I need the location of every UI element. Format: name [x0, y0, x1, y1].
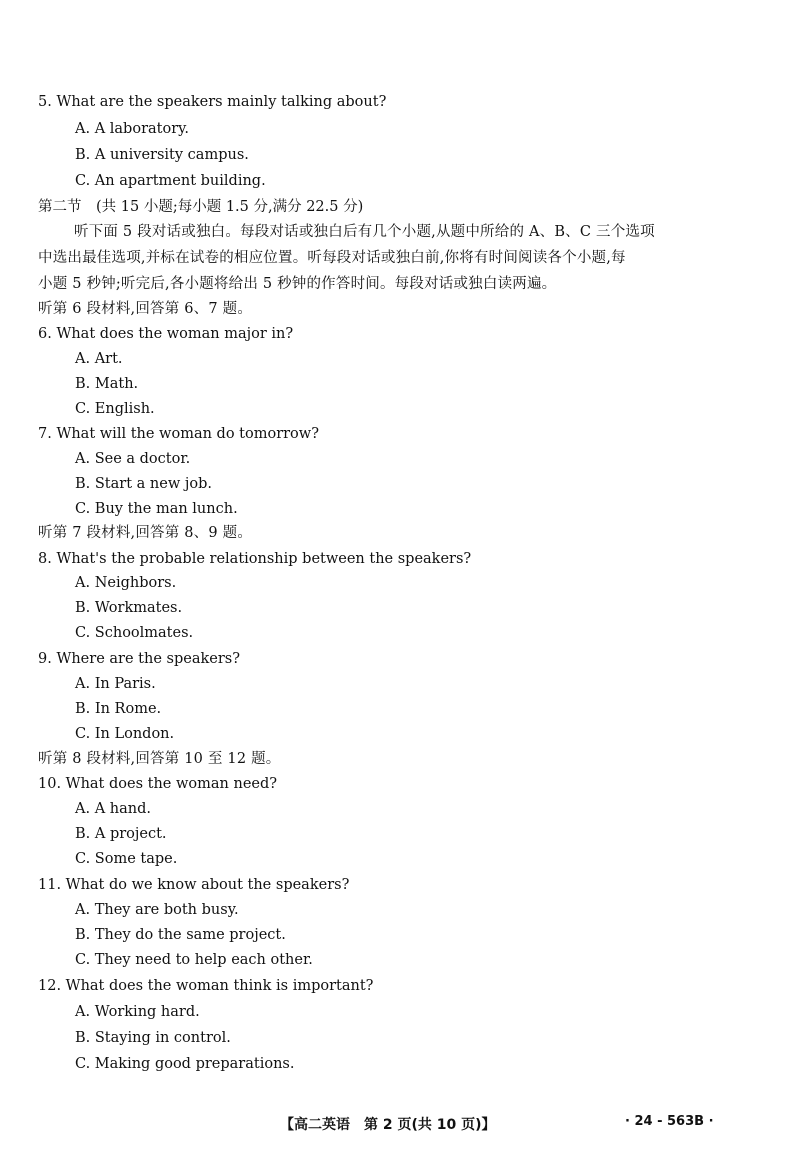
option-7a: A. See a doctor. — [75, 451, 191, 467]
option-8b: B. Workmates. — [75, 600, 183, 616]
option-5b: B. A university campus. — [75, 147, 249, 163]
option-12b: B. Staying in control. — [75, 1030, 231, 1046]
question-8: 8. What's the probable relationship between the speakers? — [38, 551, 472, 567]
option-6c: C. English. — [75, 401, 155, 417]
question-7: 7. What will the woman do tomorrow? — [38, 426, 319, 442]
section-2-heading: 第二节 (共 15 小题;每小题 1.5 分,满分 22.5 分) — [38, 199, 364, 215]
option-8a: A. Neighbors. — [75, 575, 177, 591]
option-11a: A. They are both busy. — [75, 902, 239, 918]
option-6a: A. Art. — [75, 351, 123, 367]
option-9a: A. In Paris. — [75, 676, 156, 692]
page-footer-info: 【高二英语 第 2 页(共 10 页)】 — [280, 1117, 496, 1133]
option-6b: B. Math. — [75, 376, 139, 392]
option-10a: A. A hand. — [75, 801, 151, 817]
instructions-line-2: 中选出最佳选项,并标在试卷的相应位置。听每段对话或独白前,你将有时间阅读各个小题,每 — [38, 250, 626, 266]
option-11c: C. They need to help each other. — [75, 952, 313, 968]
option-9b: B. In Rome. — [75, 701, 162, 717]
instructions-line-1: 听下面 5 段对话或独白。每段对话或独白后有几个小题,从题中所给的 A、B、C 三个选项 — [74, 224, 655, 240]
option-10b: B. A project. — [75, 826, 167, 842]
option-12a: A. Working hard. — [75, 1004, 200, 1020]
option-7b: B. Start a new job. — [75, 476, 212, 492]
question-11: 11. What do we know about the speakers? — [38, 877, 350, 893]
passage-8-label: 听第 8 段材料,回答第 10 至 12 题。 — [38, 751, 281, 767]
passage-6-label: 听第 6 段材料,回答第 6、7 题。 — [38, 301, 253, 317]
instructions-line-3: 小题 5 秒钟;听完后,各小题将给出 5 秒钟的作答时间。每段对话或独白读两遍。 — [38, 276, 557, 292]
option-8c: C. Schoolmates. — [75, 625, 194, 641]
option-10c: C. Some tape. — [75, 851, 178, 867]
passage-7-label: 听第 7 段材料,回答第 8、9 题。 — [38, 525, 253, 541]
option-7c: C. Buy the man lunch. — [75, 501, 238, 517]
question-10: 10. What does the woman need? — [38, 776, 278, 792]
option-12c: C. Making good preparations. — [75, 1056, 295, 1072]
page-footer-code: · 24 - 563B · — [625, 1114, 714, 1129]
question-12: 12. What does the woman think is important? — [38, 978, 374, 994]
option-11b: B. They do the same project. — [75, 927, 286, 943]
option-5c: C. An apartment building. — [75, 173, 266, 189]
option-5a: A. A laboratory. — [75, 121, 190, 137]
question-9: 9. Where are the speakers? — [38, 651, 240, 667]
option-9c: C. In London. — [75, 726, 175, 742]
question-5: 5. What are the speakers mainly talking about? — [38, 94, 387, 110]
question-6: 6. What does the woman major in? — [38, 326, 294, 342]
